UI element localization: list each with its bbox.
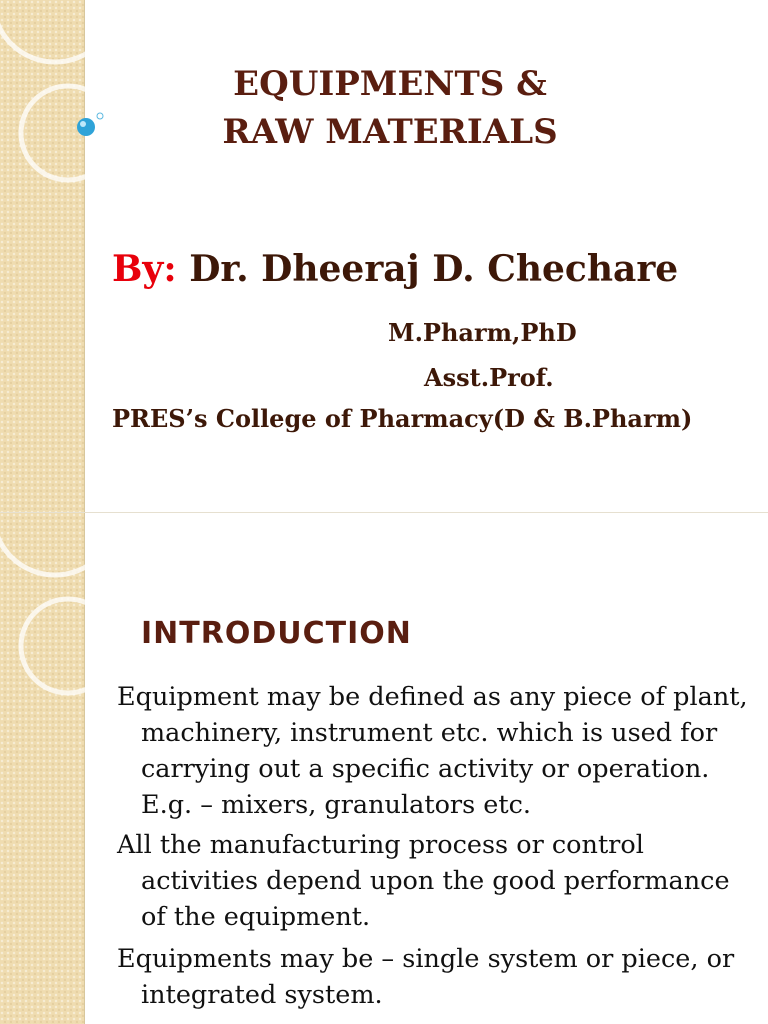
author-degree: M.Pharm,PhD [388, 318, 577, 347]
paragraph-2: All the manufacturing process or control activities depend upon the good performance of the equipment. [117, 830, 730, 932]
introduction-slide [0, 512, 768, 1024]
paragraph-1: Equipment may be defined as any piece of plant, machinery, instrument etc. which is used for carrying out a specific activity or operation. E.g. – mixers, granulators etc. [117, 682, 748, 820]
section-heading: INTRODUCTION [141, 616, 412, 651]
author-prefix: By: [112, 248, 177, 290]
slide-title [160, 60, 620, 156]
author-institution: PRES’s College of Pharmacy(D & B.Pharm) [112, 404, 693, 433]
title-line-1: EQUIPMENTS & [233, 64, 547, 104]
author-line [112, 248, 678, 290]
author-name: Dr. Dheeraj D. Chechare [189, 248, 679, 290]
blue-bead-icon [77, 118, 95, 136]
author-position: Asst.Prof. [424, 363, 554, 392]
title-line-2: RAW MATERIALS [222, 112, 558, 152]
paragraph-3: Equipments may be – single system or piece, or integrated system. [117, 944, 735, 1010]
decorative-circles [0, 0, 140, 200]
